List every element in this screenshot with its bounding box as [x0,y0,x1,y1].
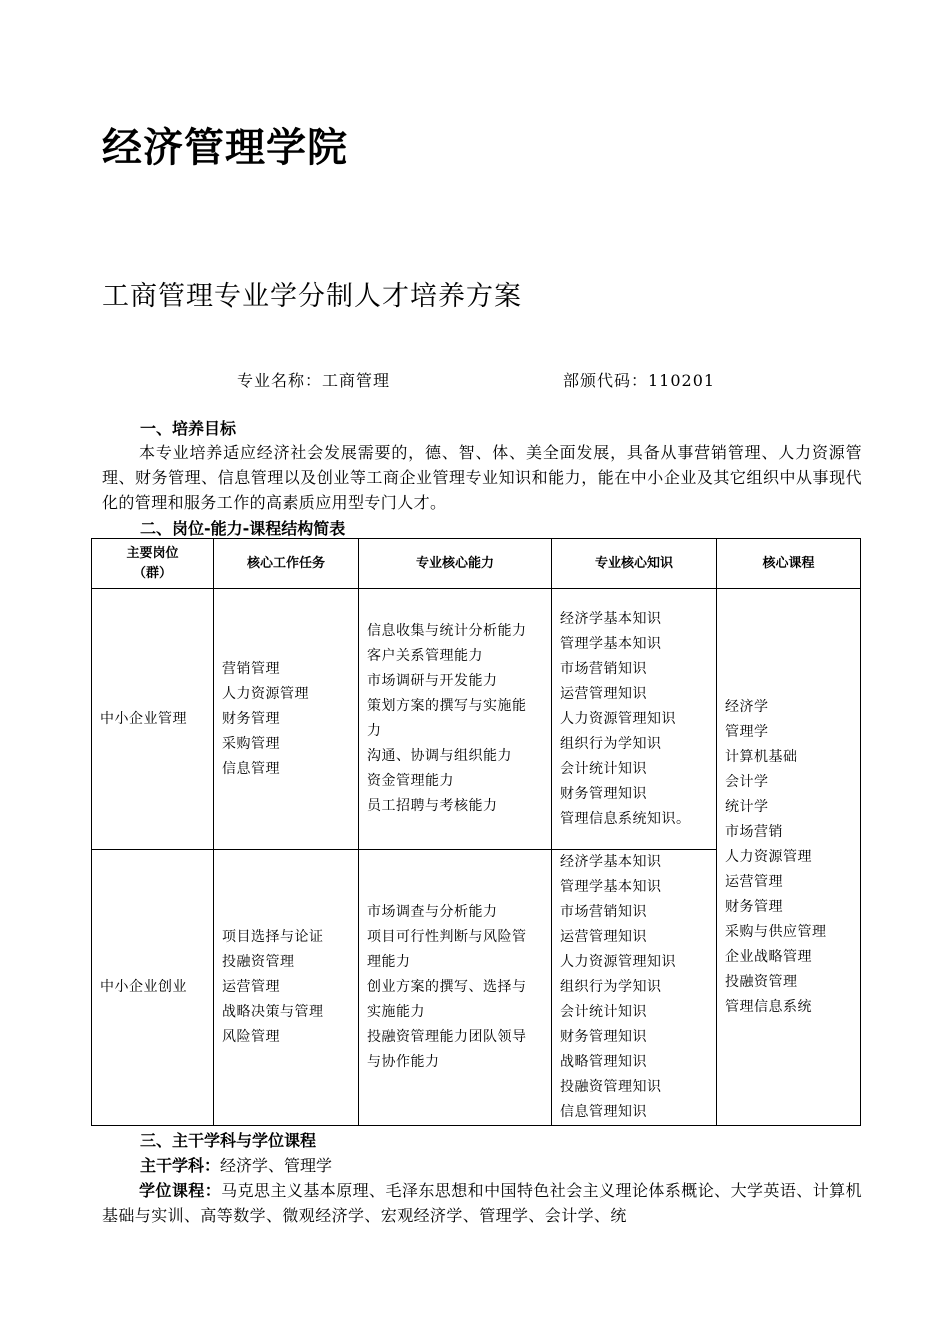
task-item: 风险管理 [222,1029,280,1045]
main-disciplines-label: 主干学科： [140,1156,221,1175]
course-item: 管理学 [725,723,769,740]
knowledge-item: 投融资管理知识 [560,1079,662,1095]
table-row [92,589,861,850]
degree-courses-label: 学位课程： [139,1181,222,1200]
degree-courses-value: 马克思主义基本原理、毛泽东思想和中国特色社会主义理论体系概论、大学英语、计算机基础与实训、高等数学、微观经济学、宏观经济学、管理学、会计学、统 [102,1181,862,1225]
knowledge-item: 会计统计知识 [560,1004,647,1020]
section-heading-goals: 一、培养目标 [140,419,237,438]
section-heading-structure: 二、岗位-能力-课程结构简表 [140,519,346,538]
knowledge-cell [552,589,717,850]
header-courses: 核心课程 [717,539,861,589]
ability-item: 策划方案的撰写与实施能 [367,698,527,714]
ability-item: 信息收集与统计分析能力 [367,623,527,639]
course-item: 运营管理 [725,873,783,890]
ability-item: 理能力 [367,954,411,970]
knowledge-item: 市场营销知识 [560,904,647,920]
course-item: 人力资源管理 [725,848,812,865]
degree-courses-paragraph [102,1178,862,1228]
header-abilities: 专业核心能力 [359,539,552,589]
main-disciplines-value: 经济学、管理学 [220,1156,333,1175]
task-item: 财务管理 [222,710,280,727]
task-item: 运营管理 [222,979,280,995]
post-cell: 中小企业管理 [92,589,214,850]
course-item: 企业战略管理 [725,948,812,965]
knowledge-item: 运营管理知识 [560,929,647,945]
section-heading-disciplines: 三、主干学科与学位课程 [140,1131,317,1150]
ability-item: 与协作能力 [367,1054,440,1070]
course-item: 会计学 [725,773,769,790]
knowledge-item: 会计统计知识 [560,760,647,777]
task-item: 项目选择与论证 [222,929,324,945]
header-tasks: 核心工作任务 [214,539,359,589]
main-disciplines-line [140,1153,332,1176]
ability-item: 客户关系管理能力 [367,648,483,664]
knowledge-item: 人力资源管理知识 [560,710,676,727]
knowledge-item: 人力资源管理知识 [560,954,676,970]
task-item: 营销管理 [222,660,280,677]
abilities-cell [359,850,552,1126]
knowledge-item: 运营管理知识 [560,685,647,702]
task-item: 投融资管理 [222,954,295,970]
goals-paragraph: 本专业培养适应经济社会发展需要的，德、智、体、美全面发展，具备从事营销管理、人力资源管理、财务管理、信息管理以及创业等工商企业管理专业知识和能力，能在中小企业及其它组织中从事现代化的管理和服务工作的高素质应用型专门人才。 [102,443,862,512]
ability-item: 实施能力 [367,1004,425,1020]
header-post: 主要岗位（群） [92,539,214,589]
document-title: 工商管理专业学分制人才培养方案 [102,281,522,312]
knowledge-item: 经济学基本知识 [560,610,662,627]
ability-item: 力 [367,723,382,739]
knowledge-item: 战略管理知识 [560,1054,647,1070]
knowledge-item: 管理信息系统知识。 [560,810,691,827]
knowledge-item: 组织行为学知识 [560,979,662,995]
course-item: 财务管理 [725,898,783,915]
task-item: 信息管理 [222,760,280,777]
ability-item: 项目可行性判断与风险管 [367,929,527,945]
knowledge-item: 组织行为学知识 [560,735,662,752]
task-item: 采购管理 [222,735,280,752]
college-title: 经济管理学院 [102,125,348,171]
major-name: 专业名称：工商管理 [237,371,391,390]
tasks-cell [214,850,359,1126]
course-item: 经济学 [725,698,769,715]
ability-item: 市场调查与分析能力 [367,904,498,920]
ability-item: 沟通、协调与组织能力 [367,748,512,764]
task-item: 人力资源管理 [222,685,309,702]
knowledge-item: 管理学基本知识 [560,635,662,652]
structure-table [91,538,861,1126]
knowledge-cell [552,850,717,1126]
ability-item: 市场调研与开发能力 [367,673,498,689]
ability-item: 资金管理能力 [367,773,454,789]
course-item: 计算机基础 [725,748,798,765]
course-item: 采购与供应管理 [725,923,827,940]
ability-item: 创业方案的撰写、选择与 [367,979,527,995]
knowledge-item: 管理学基本知识 [560,879,662,895]
task-item: 战略决策与管理 [222,1004,324,1020]
tasks-cell [214,589,359,850]
ability-item: 投融资管理能力团队领导 [367,1029,527,1045]
knowledge-item: 财务管理知识 [560,785,647,802]
knowledge-item: 市场营销知识 [560,660,647,677]
knowledge-item: 经济学基本知识 [560,854,662,870]
courses-cell [717,589,861,1126]
course-item: 投融资管理 [725,973,798,990]
knowledge-item: 财务管理知识 [560,1029,647,1045]
major-code: 部颁代码：110201 [563,371,716,390]
post-cell: 中小企业创业 [92,850,214,1126]
course-item: 市场营销 [725,823,783,840]
abilities-cell [359,589,552,850]
course-item: 统计学 [725,798,769,815]
header-knowledge: 专业核心知识 [552,539,717,589]
table-header-row [92,539,861,589]
knowledge-item: 信息管理知识 [560,1104,647,1120]
ability-item: 员工招聘与考核能力 [367,798,498,814]
course-item: 管理信息系统 [725,998,812,1015]
